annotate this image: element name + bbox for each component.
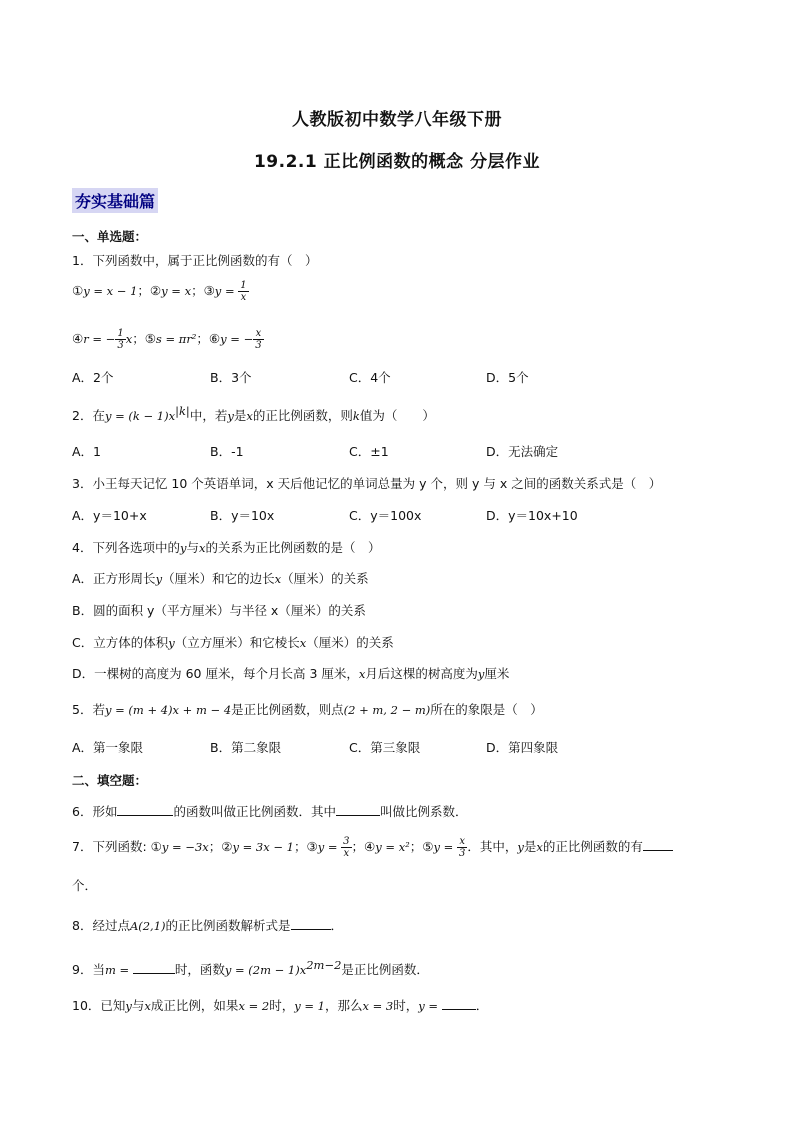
part-heading-single-choice: 一、单选题： xyxy=(72,229,148,244)
fraction: $\frac{x}{3}$ xyxy=(255,328,262,351)
question-3-stem: 3．小王每天记忆 10 个英语单词，x 天后他记忆的单词总量为 y 个，则 y 与 x 之间的函数关系式是（ ） xyxy=(72,476,662,491)
question-1-stem: 1．下列函数中，属于正比例函数的有（ ） xyxy=(72,253,318,268)
question-7: 7．下列函数: ①y = −3x；②y = 3x − 1；③y = $\frac{3}{x}$ ；④y = x²；⑤y = $\frac{x}{3}$ ．其中，y是x的正比例函数的有 xyxy=(72,836,673,859)
section-banner: 夯实基础篇 xyxy=(72,188,158,213)
question-5-option-a: A．第一象限 xyxy=(72,740,144,755)
question-9: 9．当m = 时，函数$y = (2m - 1)x^{2m-2}$是正比例函数． xyxy=(72,958,429,978)
answer-blank[interactable] xyxy=(133,961,175,974)
question-4-option-a: A．正方形周长y（厘米）和它的边长x（厘米）的关系 xyxy=(72,571,369,586)
question-2-stem: 2．在$y = (k - 1)x^{|k|}$中，若y是x的正比例函数，则k值为（ ） xyxy=(72,404,435,424)
question-1-functions-line2: ④r = − $\frac{1}{3}$ x；⑤s = πr²；⑥y = − $\frac{x}{3}$ xyxy=(72,328,262,351)
question-7-continued: 个． xyxy=(72,878,98,893)
question-4-option-c: C．立方体的体积y（立方厘米）和它棱长x（厘米）的关系 xyxy=(72,635,394,650)
question-2-option-b: B．-1 xyxy=(210,444,244,459)
part-heading-fill-in: 二、填空题： xyxy=(72,773,148,788)
question-3-option-a: A．y＝10+x xyxy=(72,508,147,523)
answer-blank[interactable] xyxy=(643,838,673,851)
question-5-option-d: D．第四象限 xyxy=(486,740,559,755)
answer-blank[interactable] xyxy=(442,997,476,1010)
question-4-option-d: D．一棵树的高度为 60 厘米，每个月长高 3 厘米，x月后这棵的树高度为y厘米 xyxy=(72,666,510,681)
answer-blank[interactable] xyxy=(336,803,380,816)
fraction: $\frac{1}{x}$ xyxy=(240,280,247,303)
question-5-option-b: B．第二象限 xyxy=(210,740,282,755)
question-3-option-b: B．y＝10x xyxy=(210,508,275,523)
fraction: $\frac{1}{3}$ xyxy=(117,328,124,351)
page-title: 人教版初中数学八年级下册 xyxy=(292,110,502,130)
question-3-option-d: D．y＝10x+10 xyxy=(486,508,578,523)
question-1-option-b: B．3个 xyxy=(210,370,252,385)
question-10: 10．已知y与x成正比例，如果x = 2时，y = 1，那么x = 3时，y = ． xyxy=(72,998,489,1013)
question-3-option-c: C．y＝100x xyxy=(349,508,422,523)
question-2-option-a: A．1 xyxy=(72,444,102,459)
question-1-option-a: A．2个 xyxy=(72,370,114,385)
fraction: $\frac{x}{3}$ xyxy=(458,836,466,859)
question-1-functions-line1: ①y = x − 1；②y = x；③y = $\frac{1}{x}$ xyxy=(72,280,247,303)
question-4-stem: 4．下列各选项中的y与x的关系为正比例函数的是（ ） xyxy=(72,540,381,555)
page-subtitle: 19.2.1 正比例函数的概念 分层作业 xyxy=(253,152,541,172)
question-2-option-d: D．无法确定 xyxy=(486,444,559,459)
question-5-option-c: C．第三象限 xyxy=(349,740,421,755)
question-1-option-c: C．4个 xyxy=(349,370,391,385)
question-1-option-d: D．5个 xyxy=(486,370,529,385)
answer-blank[interactable] xyxy=(291,917,331,930)
question-2-option-c: C．±1 xyxy=(349,444,389,459)
question-8: 8．经过点A(2,1)的正比例函数解析式是 ． xyxy=(72,918,344,933)
fraction: $\frac{3}{x}$ xyxy=(343,836,350,859)
question-6: 6．形如 的函数叫做正比例函数．其中 叫做比例系数． xyxy=(72,804,468,819)
answer-blank[interactable] xyxy=(117,803,173,816)
question-5-stem: 5．若y = (m + 4)x + m − 4是正比例函数，则点(2 + m, 2 − m)所在的象限是（ ） xyxy=(72,702,543,717)
question-4-option-b: B．圆的面积 y（平方厘米）与半径 x（厘米）的关系 xyxy=(72,603,366,618)
